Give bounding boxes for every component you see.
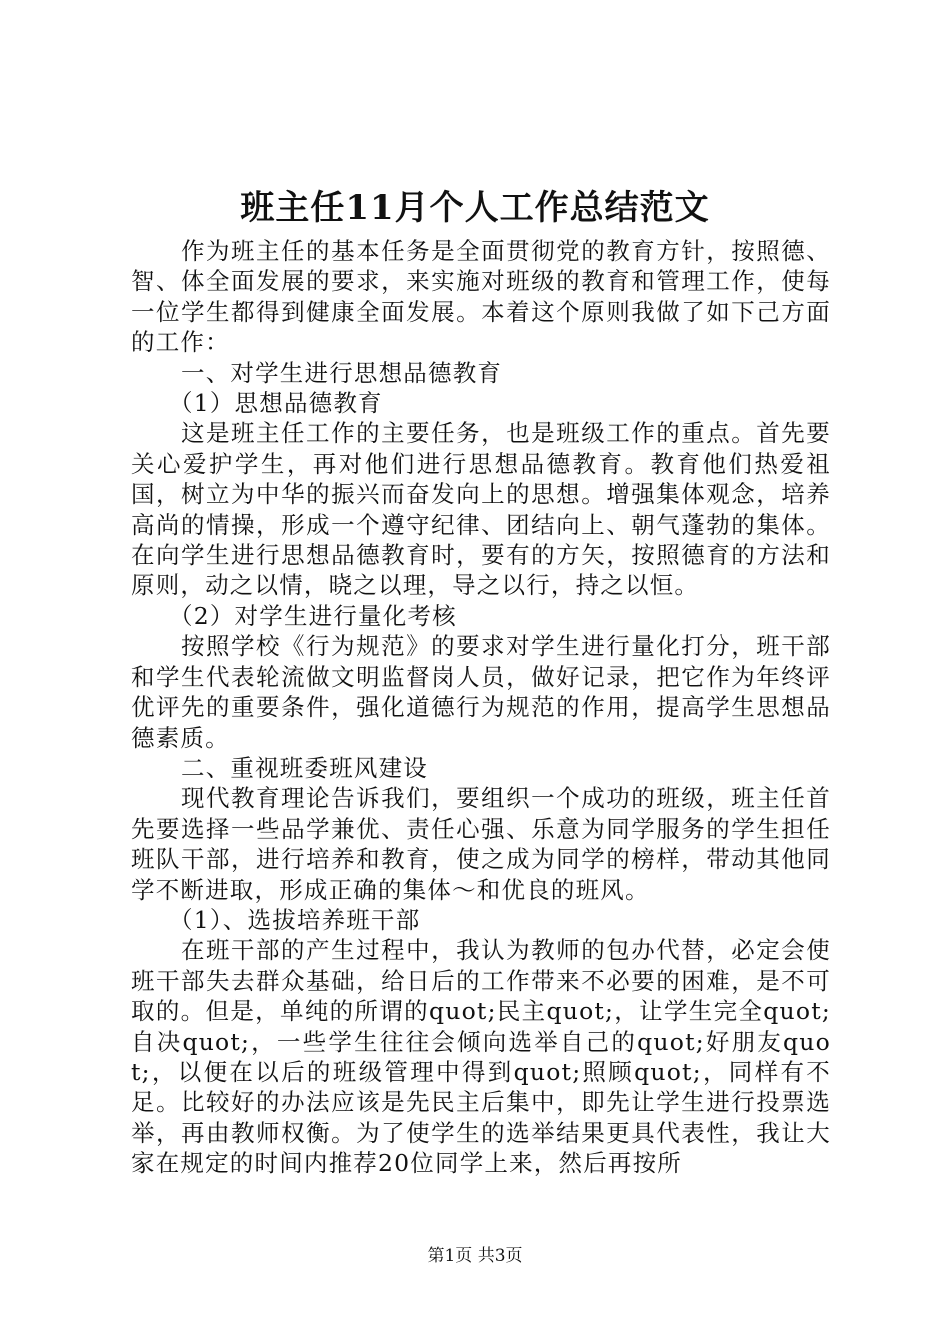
document-body (131, 236, 831, 1179)
paragraph-moral-education: 这是班主任工作的主要任务，也是班级工作的重点。首先要关心爱护学生，再对他们进行思想品德教育。教育他们热爱祖国，树立为中华的振兴而奋发向上的思想。增强集体观念，培养高尚的情操，形成一个遵守纪律、团结向上、朝气蓬勃的集体。在向学生进行思想品德教育时，要有的方矢，按照德育的方法和原则，动之以情，晓之以理，导之以行，持之以恒。 (131, 419, 831, 600)
section-heading-1: 一、对学生进行思想品德教育 (181, 358, 503, 387)
page-footer: 第1页 共3页 (427, 1246, 523, 1266)
paragraph-quantified-assessment: 按照学校《行为规范》的要求对学生进行量化打分，班干部和学生代表轮流做文明监督岗人员，做好记录，把它作为年终评优评先的重要条件，强化道德行为规范的作用，提高学生思想品德素质。 (131, 632, 831, 752)
paragraph-class-committee: 现代教育理论告诉我们，要组织一个成功的班级，班主任首先要选择一些品学兼优、责任心强、乐意为同学服务的学生担任班队干部，进行培养和教育，使之成为同学的榜样，带动其他同学不断进取，形成正确的集体～和优良的班风。 (131, 784, 831, 904)
subheading-1-2: （2）对学生进行量化考核 (169, 601, 457, 630)
subheading-2-1: （1）、选拔培养班干部 (169, 905, 421, 934)
paragraph-cadre-selection: 在班干部的产生过程中，我认为教师的包办代替，必定会使班干部失去群众基础，给日后的工作带来不必要的困难，是不可取的。但是，单纯的所谓的quot;民主quot;，让学生完全quot;自决quot;，一些学生往往会倾向选举自己的quot;好朋友quot;，以便在以后的班级管理中得到quot;照顾quot;，同样有不足。比较好的办法应该是先民主后集中，即先让学生进行投票选举，再由教师权衡。为了使学生的选举结果更具代表性，我让大家在规定的时间内推荐20位同学上来，然后再按所 (131, 936, 831, 1178)
subheading-1-1: （1）思想品德教育 (169, 389, 383, 418)
section-heading-2: 二、重视班委班风建设 (181, 753, 428, 782)
document-title: 班主任11月个人工作总结范文 (240, 188, 710, 228)
paragraph-intro: 作为班主任的基本任务是全面贯彻党的教育方针，按照德、智、体全面发展的要求，来实施对班级的教育和管理工作，使每一位学生都得到健康全面发展。本着这个原则我做了如下己方面的工作： (131, 237, 831, 357)
